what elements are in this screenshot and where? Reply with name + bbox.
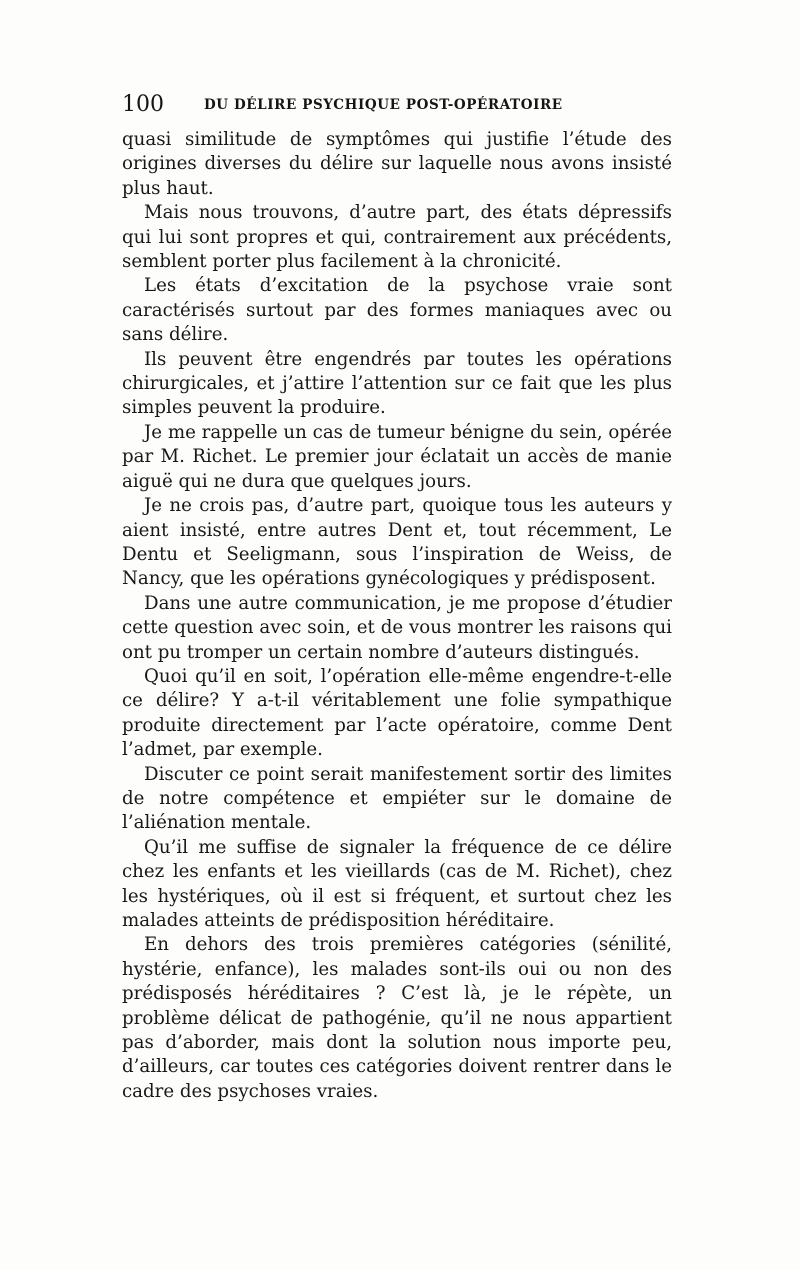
paragraph: Qu’il me suffise de signaler la fréquence de ce délire chez les enfants et les vieillards (cas de M. Richet), chez les hystériques, où il est si fréquent, et surtout chez les malades atteints de prédisposition héréditaire. xyxy=(122,836,672,931)
paragraph: Ils peuvent être engendrés par toutes les opérations chirurgicales, et j’attire l’attention sur ce fait que les plus simples peuvent la produire. xyxy=(122,348,672,419)
paragraph: quasi similitude de symptômes qui justifie l’étude des origines diverses du délire sur laquelle nous avons insisté plus haut. xyxy=(122,129,672,199)
paragraph: En dehors des trois premières catégories (sénilité, hystérie, enfance), les malades sont-ils oui ou non des prédisposés héréditaires ? C’est là, je le répète, un problème délicat de pathogénie, qu’il ne nous appartient pas d’aborder, mais dont la solution nous importe peu, d’ailleurs, car toutes ces catégories doivent rentrer dans le cadre des psychoses vraies. xyxy=(122,934,672,1102)
paragraph: Je me rappelle un cas de tumeur bénigne du sein, opérée par M. Richet. Le premier jour éclatait un accès de manie aiguë qui ne dura que quelques jours. xyxy=(122,421,672,492)
paragraph: Quoi qu’il en soit, l’opération elle-même engendre-t-elle ce délire? Y a-t-il véritablement une folie sympathique produite directement par l’acte opératoire, comme Dent l’admet, par exemple. xyxy=(122,665,672,761)
body-text xyxy=(122,128,672,1104)
paragraph: Dans une autre communication, je me propose d’étudier cette question avec soin, et de vous montrer les raisons qui ont pu tromper un certain nombre d’auteurs distingués. xyxy=(122,592,672,663)
paragraph: Les états d’excitation de la psychose vraie sont caractérisés surtout par des formes maniaques avec ou sans délire. xyxy=(122,275,672,346)
paragraph: Discuter ce point serait manifestement sortir des limites de notre compétence et empiéter sur le domaine de l’aliénation mentale. xyxy=(122,763,672,834)
paragraph: Mais nous trouvons, d’autre part, des états dépressifs qui lui sont propres et qui, contrairement aux précédents, semblent porter plus facilement à la chronicité. xyxy=(122,202,672,273)
paragraph: Je ne crois pas, d’autre part, quoique tous les auteurs y aient insisté, entre autres Dent et, tout récemment, Le Dentu et Seeligmann, sous l’inspiration de Weiss, de Nancy, que les opérations gynécologiques y prédisposent. xyxy=(122,495,672,590)
running-title: DU DÉLIRE PSYCHIQUE POST-OPÉRATOIRE xyxy=(204,97,563,113)
page-header xyxy=(122,90,682,120)
page-number: 100 xyxy=(122,92,164,117)
